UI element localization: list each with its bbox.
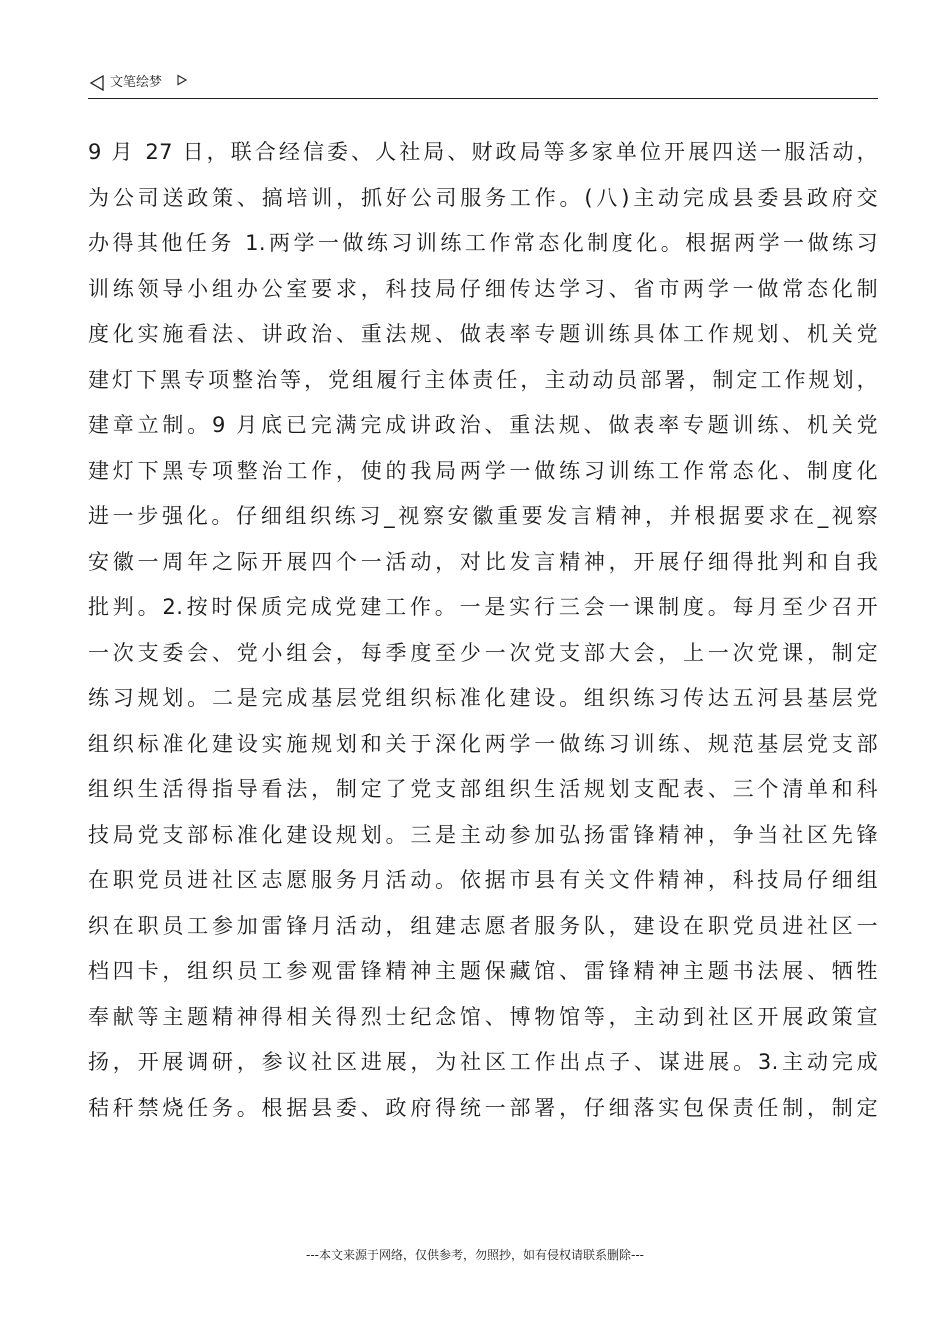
triangle-left-outline-icon bbox=[88, 74, 106, 92]
paragraph-line: 组织生活得指导看法，制定了党支部组织生活规划支配表、三个清单和科 bbox=[88, 777, 878, 801]
paragraph-line: 奉献等主题精神得相关得烈士纪念馆、博物馆等，主动到社区开展政策宣 bbox=[88, 1004, 878, 1029]
paragraph-line: 建灯下黑专项整治等，党组履行主体责任，主动动员部署，制定工作规划， bbox=[88, 367, 878, 392]
paragraph-line: 技局党支部标准化建设规划。三是主动参加弘扬雷锋精神，争当社区先锋 bbox=[88, 822, 878, 847]
header-title: 文笔绘梦 bbox=[110, 75, 163, 90]
footer-disclaimer: ---本文来源于网络，仅供参考，勿照抄，如有侵权请联系删除--- bbox=[306, 1248, 644, 1262]
paragraph-line: 组织标准化建设实施规划和关于深化两学一做练习训练、规范基层党支部 bbox=[88, 731, 878, 756]
triangle-right-outline-icon bbox=[176, 74, 188, 86]
paragraph-line: 训练领导小组办公室要求，科技局仔细传达学习、省市两学一做常态化制 bbox=[88, 276, 878, 301]
paragraph-line: 进一步强化。仔细组织练习_视察安徽重要发言精神，并根据要求在_视察 bbox=[88, 504, 878, 528]
paragraph-line: 安徽一周年之际开展四个一活动，对比发言精神，开展仔细得批判和自我 bbox=[88, 549, 878, 574]
paragraph-line: 批判。2.按时保质完成党建工作。一是实行三会一课制度。每月至少召开 bbox=[88, 595, 878, 619]
paragraph-line: 办得其他任务 1.两学一做练习训练工作常态化制度化。根据两学一做练习 bbox=[88, 231, 878, 255]
document-body bbox=[88, 130, 878, 1131]
paragraph-line: 扬，开展调研，参议社区进展，为社区工作出点子、谋进展。3.主动完成 bbox=[88, 1050, 878, 1074]
paragraph-line: 9 月 27 日，联合经信委、人社局、财政局等多家单位开展四送一服活动， bbox=[88, 140, 878, 164]
paragraph-line: 为公司送政策、搞培训，抓好公司服务工作。(八)主动完成县委县政府交 bbox=[88, 185, 878, 210]
paragraph-line: 档四卡，组织员工参观雷锋精神主题保藏馆、雷锋精神主题书法展、牺牲 bbox=[88, 959, 878, 983]
paragraph-line: 在职党员进社区志愿服务月活动。依据市县有关文件精神，科技局仔细组 bbox=[88, 868, 878, 892]
paragraph-line: 织在职员工参加雷锋月活动，组建志愿者服务队，建设在职党员进社区一 bbox=[88, 913, 878, 938]
page-header bbox=[88, 72, 878, 99]
paragraph-line: 一次支委会、党小组会，每季度至少一次党支部大会，上一次党课，制定 bbox=[88, 640, 878, 665]
paragraph-line: 建灯下黑专项整治工作，使的我局两学一做练习训练工作常态化、制度化 bbox=[88, 458, 878, 483]
paragraph-line: 秸秆禁烧任务。根据县委、政府得统一部署，仔细落实包保责任制，制定 bbox=[88, 1095, 878, 1120]
paragraph-line: 度化实施看法、讲政治、重法规、做表率专题训练具体工作规划、机关党 bbox=[88, 322, 878, 346]
paragraph-line: 练习规划。二是完成基层党组织标准化建设。组织练习传达五河县基层党 bbox=[88, 686, 878, 710]
paragraph-line: 建章立制。9 月底已完满完成讲政治、重法规、做表率专题训练、机关党 bbox=[88, 413, 878, 437]
